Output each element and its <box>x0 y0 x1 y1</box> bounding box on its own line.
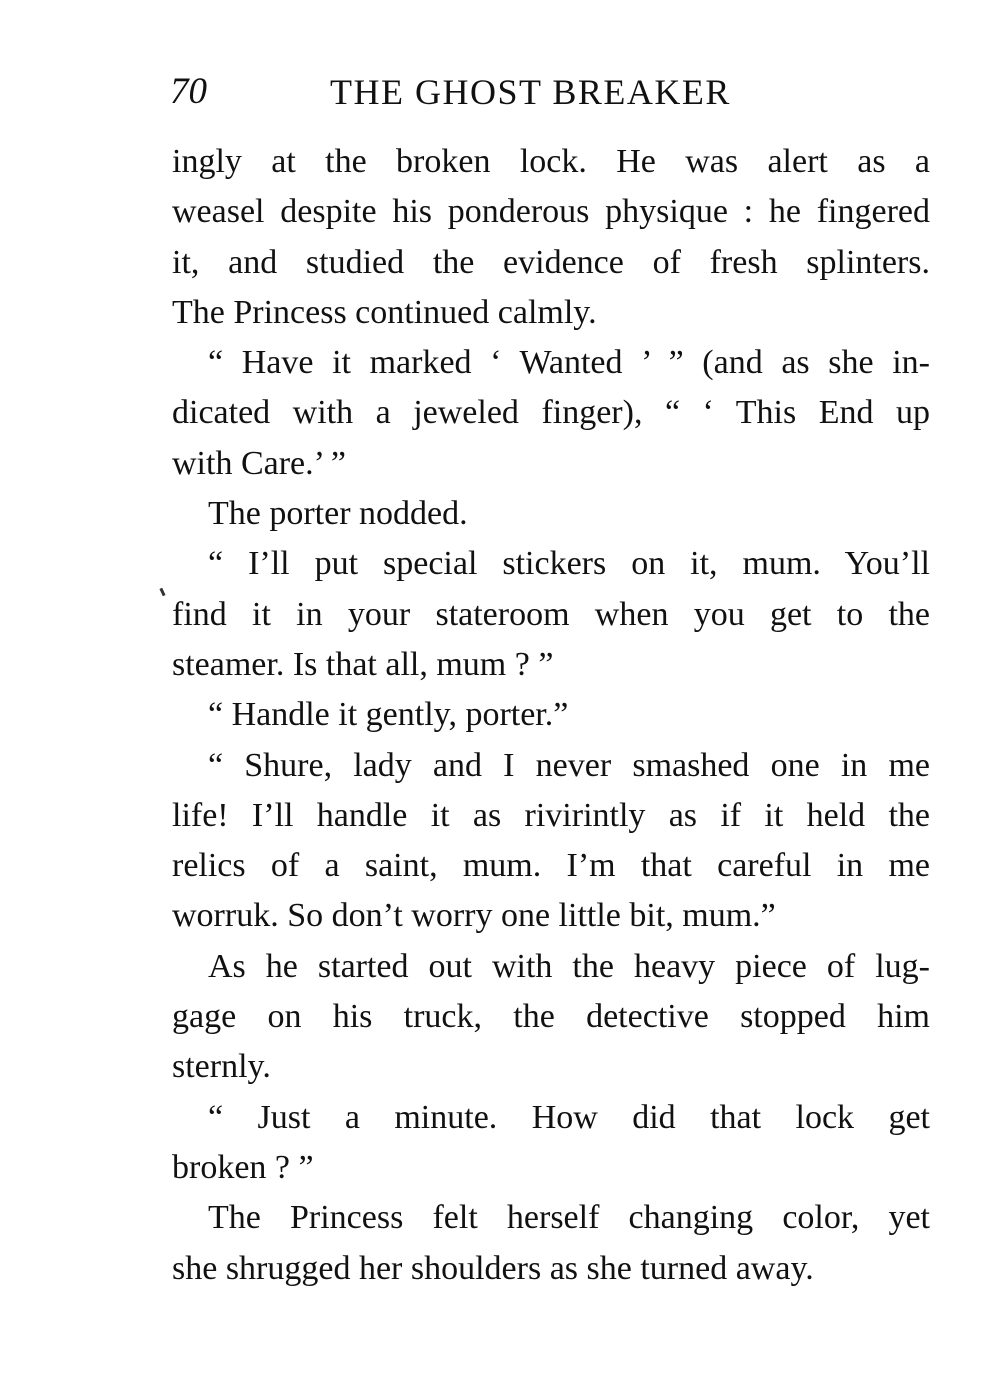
text-line: broken ? ” <box>172 1148 314 1186</box>
text-line: weasel despite his ponderous physique : he fingered <box>172 193 930 231</box>
text-line: The Princess continued calmly. <box>172 293 597 331</box>
text-line: worruk. So don’t worry one little bit, mum.” <box>172 897 776 935</box>
text-line: it, and studied the evidence of fresh splinters. <box>172 243 930 281</box>
text-line: gage on his truck, the detective stopped him <box>172 998 930 1036</box>
body-text <box>172 137 930 1294</box>
running-title: THE GHOST BREAKER <box>330 72 731 112</box>
running-head <box>170 66 930 118</box>
text-line: The porter nodded. <box>208 495 468 533</box>
text-line: she shrugged her shoulders as she turned away. <box>172 1249 814 1287</box>
text-line: find it in your stateroom when you get to the <box>172 595 930 633</box>
text-line: life! I’ll handle it as rivirintly as if it held the <box>172 796 930 834</box>
text-line: “ Just a minute. How did that lock get <box>208 1098 930 1136</box>
text-line: sternly. <box>172 1048 271 1086</box>
text-line: dicated with a jeweled finger), “ ‘ This End up <box>172 394 930 432</box>
text-line: “ Shure, lady and I never smashed one in me <box>208 746 930 784</box>
stray-ink-mark <box>159 588 165 597</box>
text-line: “ I’ll put special stickers on it, mum. You’ll <box>208 545 930 583</box>
page-number: 70 <box>170 71 207 112</box>
text-line: relics of a saint, mum. I’m that careful in me <box>172 847 930 885</box>
text-line: steamer. Is that all, mum ? ” <box>172 645 554 683</box>
text-line: ingly at the broken lock. He was alert as a <box>172 143 930 180</box>
text-line: The Princess felt herself changing color, yet <box>208 1199 930 1237</box>
text-line: As he started out with the heavy piece of lug- <box>208 947 930 985</box>
text-line: “ Handle it gently, porter.” <box>208 696 569 734</box>
text-line: “ Have it marked ‘ Wanted ’ ” (and as she in- <box>208 344 930 382</box>
text-line: with Care.’ ” <box>172 444 347 482</box>
